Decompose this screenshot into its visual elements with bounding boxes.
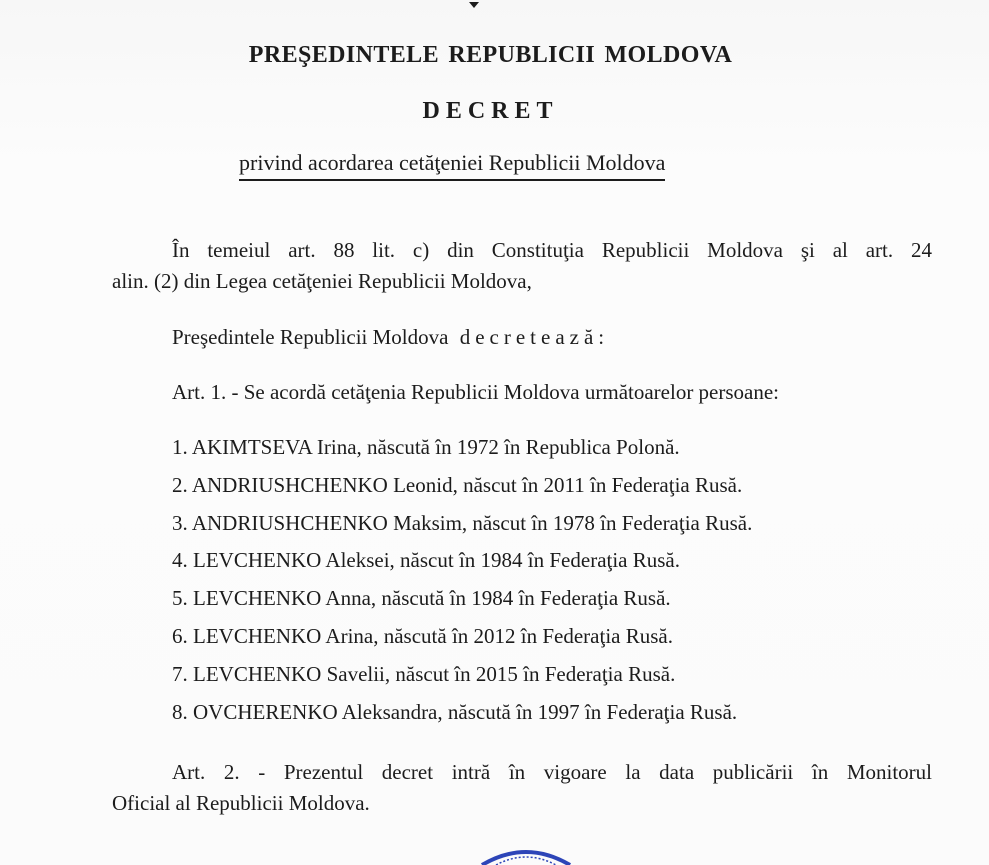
enactment-subject: Preşedintele Republicii Moldova: [172, 325, 449, 349]
decree-subject: privind acordarea cetăţeniei Republicii Moldova: [239, 150, 665, 181]
document-type-title: DECRET: [422, 98, 559, 124]
triangle-down-icon: [466, 0, 482, 10]
list-item: 5. LEVCHENKO Anna, născută în 1984 în Federaţia Rusă.: [172, 586, 671, 611]
list-item: 6. LEVCHENKO Arina, născută în 2012 în Federaţia Rusă.: [172, 623, 673, 648]
preamble-line-1: În temeiul art. 88 lit. c) din Constituţia Republicii Moldova şi al art. 24: [172, 238, 932, 262]
list-item: 4. LEVCHENKO Aleksei, născut în 1984 în Federaţia Rusă.: [172, 548, 680, 573]
citizenship-list: [172, 433, 752, 735]
official-seal: [476, 845, 576, 865]
preamble-line-2: alin. (2) din Legea cetăţeniei Republicii Moldova,: [112, 269, 532, 293]
list-item: 8. OVCHERENKO Aleksandra, născută în 1997 în Federaţia Rusă.: [172, 699, 738, 724]
list-item: 3. ANDRIUSHCHENKO Maksim, născut în 1978 în Federaţia Rusă.: [172, 510, 753, 535]
article-1: Art. 1. - Se acordă cetăţenia Republicii Moldova următoarelor persoane:: [172, 380, 780, 404]
article-2-line-2: Oficial al Republicii Moldova.: [112, 791, 370, 815]
list-item: 7. LEVCHENKO Savelii, născut în 2015 în Federaţia Rusă.: [172, 661, 676, 686]
enactment-clause: [172, 325, 609, 350]
list-item: 2. ANDRIUSHCHENKO Leonid, născut în 2011 în Federaţia Rusă.: [172, 472, 743, 497]
enactment-verb: decretează:: [459, 325, 610, 349]
issuer-title: PREŞEDINTELE REPUBLICII MOLDOVA: [248, 42, 733, 68]
article-2-line-1: Art. 2. - Prezentul decret intră în vigoare la data publicării în Monitorul: [172, 760, 932, 784]
list-item: 1. AKIMTSEVA Irina, născută în 1972 în Republica Polonă.: [172, 435, 680, 459]
